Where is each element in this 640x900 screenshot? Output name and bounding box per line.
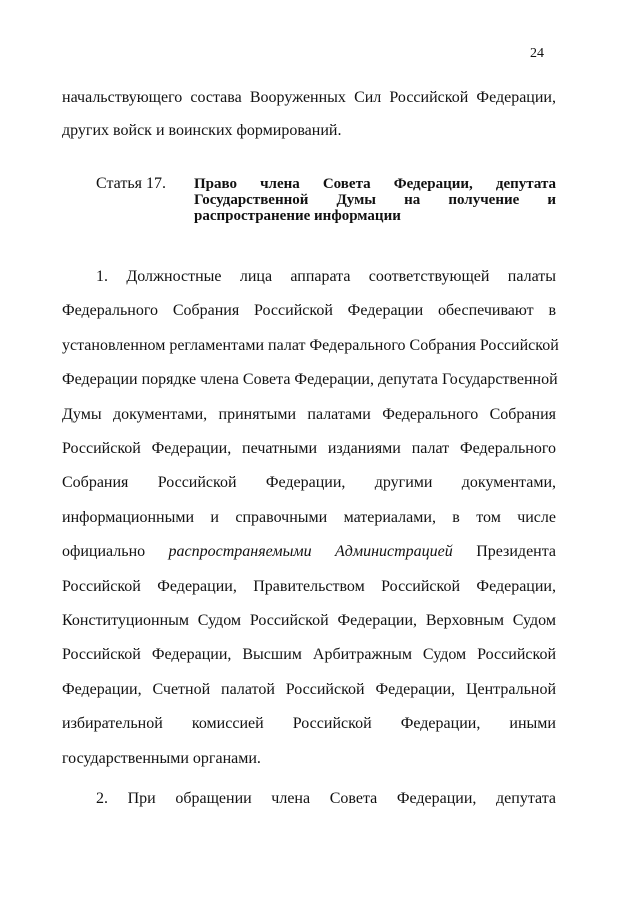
page-number: 24 [530, 46, 544, 61]
paragraph-line: Федерации порядке члена Совета Федерации, депутата Государственной [62, 371, 558, 388]
paragraph-line: Российской Федерации, Правительством Российской Федерации, [62, 578, 556, 595]
paragraph-line: Федерации, Счетной палатой Российской Федерации, Центральной [62, 681, 556, 698]
paragraph-line: Собрания Российской Федерации, другими документами, [62, 474, 556, 491]
article-title-line: Государственной Думы на получение и [194, 192, 556, 208]
paragraph-line: установленном регламентами палат Федерального Собрания Российской [62, 337, 559, 354]
paragraph-line [62, 542, 556, 562]
paragraph-line: Российской Федерации, Высшим Арбитражным Судом Российской [62, 646, 556, 663]
article-title-line: Право члена Совета Федерации, депутата [194, 176, 556, 192]
paragraph-line: информационными и справочными материалами, в том числе [62, 509, 556, 526]
paragraph-line: Думы документами, принятыми палатами Федерального Собрания [62, 406, 556, 423]
italic-text-segment: распространяемыми Администрацией [168, 543, 453, 560]
article-title-line: распространение информации [194, 208, 401, 224]
text-segment: Президента [476, 543, 557, 560]
paragraph-line: Федерального Собрания Российской Федерации обеспечивают в [62, 302, 556, 319]
intro-line: других войск и воинских формирований. [62, 122, 342, 139]
paragraph-line: государственными органами. [62, 750, 261, 767]
paragraph-line: избирательной комиссией Российской Федерации, иными [62, 715, 556, 732]
article-title [194, 176, 556, 224]
intro-line: начальствующего состава Вооруженных Сил Российской Федерации, [62, 89, 556, 106]
paragraph-line: 2. При обращении члена Совета Федерации, депутата [96, 790, 556, 807]
article-label: Статья 17. [96, 175, 166, 192]
paragraph-line: Российской Федерации, печатными изданиями палат Федерального [62, 440, 556, 457]
article-heading [96, 176, 556, 236]
paragraph-line: Конституционным Судом Российской Федерации, Верховным Судом [62, 612, 556, 629]
paragraph-line: 1. Должностные лица аппарата соответствующей палаты [96, 268, 556, 285]
text-segment: официально [62, 543, 146, 560]
